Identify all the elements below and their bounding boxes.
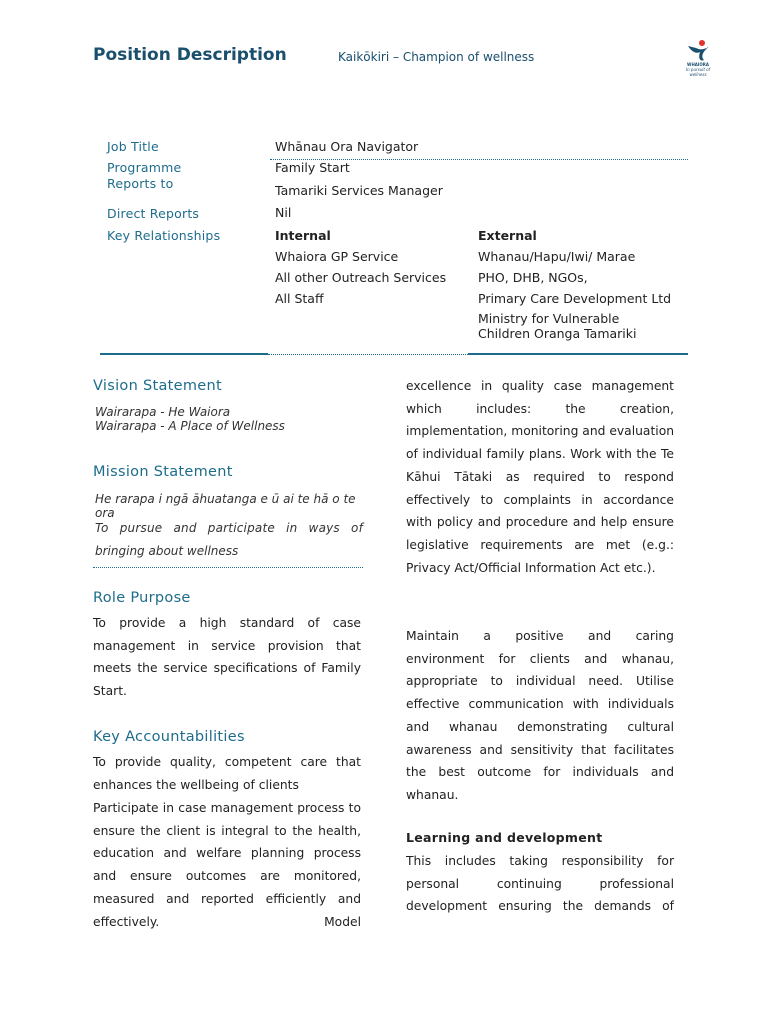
mission-line: bringing about wellness	[95, 544, 239, 558]
external-item: Primary Care Development Ltd	[478, 291, 672, 306]
page-title: Position Description	[93, 45, 287, 65]
table-bottom-border	[268, 354, 468, 355]
mission-line: To pursue and participate in ways of	[95, 521, 363, 535]
logo-wordmark: WHAIORA In pursuit of wellness	[685, 62, 711, 77]
external-item: Children Oranga Tamariki	[478, 326, 637, 341]
direct-reports-value: Nil	[275, 205, 292, 220]
external-item: PHO, DHB, NGOs,	[478, 270, 588, 285]
accountability-paragraph: excellence in quality case management which includes: the creation, implementation, monitoring and evaluation of individual family plans. Work with the Te Kāhui Tātaki as required to respond effectively to complaints in accordance with policy and procedure and help ensure legislative requirements are met (e.g.: Privacy Act/Official Information Act etc.).	[406, 379, 675, 575]
reports-to-label: Reports to	[107, 176, 174, 191]
job-title-value: Whānau Ora Navigator	[275, 139, 419, 154]
page-subtitle: Kaikōkiri – Champion of wellness	[338, 50, 535, 64]
reports-to-value: Tamariki Services Manager	[275, 183, 443, 198]
mission-heading: Mission Statement	[93, 464, 233, 480]
internal-item: All other Outreach Services	[275, 270, 447, 285]
table-bottom-border	[468, 353, 688, 355]
learning-text: This includes taking responsibility for personal continuing professional development ensuring the demands of	[406, 854, 674, 914]
programme-label: Programme	[107, 160, 182, 175]
internal-item: Whaiora GP Service	[275, 249, 399, 264]
external-item: Whanau/Hapu/Iwi/ Marae	[478, 249, 636, 264]
accountability-paragraph: To provide quality, competent care that enhances the wellbeing of clients	[93, 755, 361, 792]
external-heading: External	[478, 228, 537, 243]
accountability-paragraph: Participate in case management process to ensure the client is integral to the health, education and welfare planning process and ensure outcomes are monitored, measured and reported efficiently and effectively. Model	[93, 801, 361, 929]
external-item: Ministry for Vulnerable	[478, 311, 620, 326]
programme-value: Family Start	[275, 160, 350, 175]
direct-reports-label: Direct Reports	[107, 206, 200, 221]
vision-line: Wairarapa - A Place of Wellness	[95, 419, 285, 433]
vision-heading: Vision Statement	[93, 378, 222, 394]
role-purpose-text: To provide a high standard of case management in service provision that meets the service specifications of Family Start.	[93, 616, 361, 699]
key-relationships-label: Key Relationships	[107, 228, 221, 243]
vision-line: Wairarapa - He Waiora	[95, 405, 231, 419]
accountability-paragraph: Maintain a positive and caring environment for clients and whanau, appropriate to individual need. Utilise effective communication with individuals and whanau demonstrating cultural awareness and sensitivity that facilitates the best outcome for individuals and whanau.	[406, 629, 674, 802]
role-purpose-heading: Role Purpose	[93, 590, 191, 606]
divider	[93, 567, 363, 568]
internal-item: All Staff	[275, 291, 324, 306]
job-title-label: Job Title	[107, 139, 159, 154]
learning-heading: Learning and development	[406, 830, 603, 845]
table-bottom-border	[100, 353, 268, 355]
key-accountabilities-heading: Key Accountabilities	[93, 729, 245, 745]
internal-heading: Internal	[275, 228, 331, 243]
mission-line: He rarapa i ngā āhuatanga e ū ai te hā o te ora	[95, 492, 356, 520]
